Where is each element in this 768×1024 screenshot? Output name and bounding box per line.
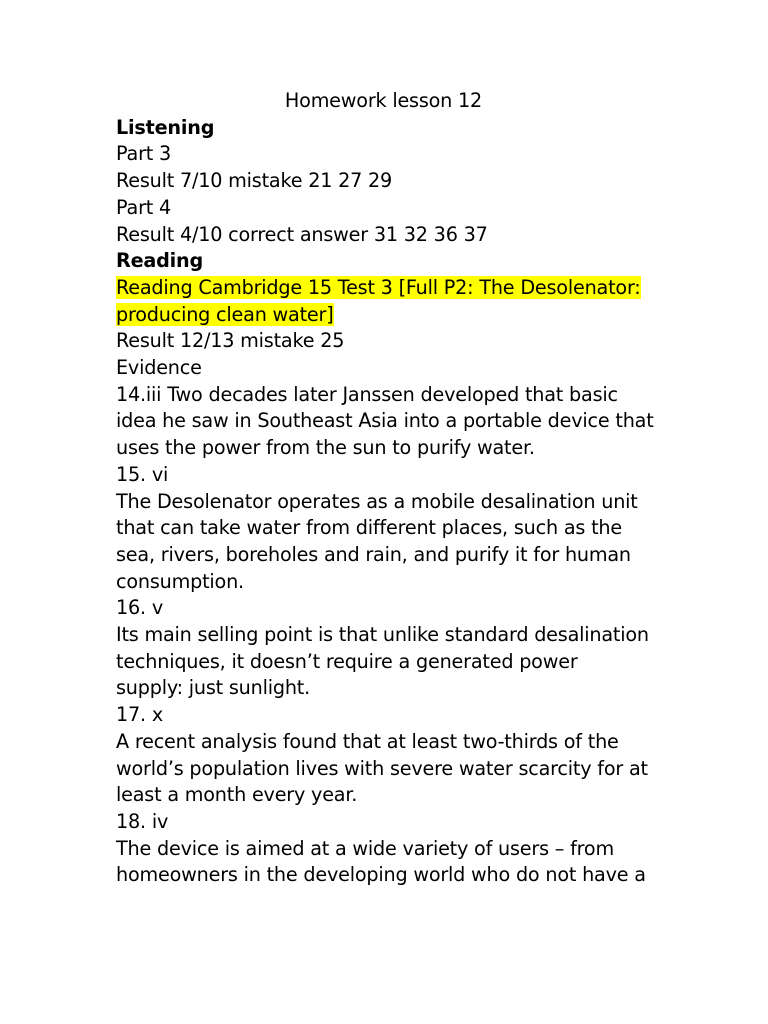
document-title: Homework lesson 12 bbox=[284, 89, 483, 112]
evidence-label: Evidence bbox=[116, 356, 202, 380]
answer-17-line-2: world’s population lives with severe water scarcity for at bbox=[116, 756, 648, 780]
listening-part3-result: Result 7/10 mistake 21 27 29 bbox=[116, 169, 393, 193]
answer-14-line-2: idea he saw in Southeast Asia into a portable device that bbox=[116, 409, 654, 433]
reading-heading: Reading bbox=[116, 249, 204, 273]
listening-part4-label: Part 4 bbox=[116, 195, 171, 219]
answer-15-line-1: The Desolenator operates as a mobile desalination unit bbox=[116, 489, 638, 513]
answer-15-number: 15. vi bbox=[116, 462, 169, 486]
answer-17-number: 17. x bbox=[116, 703, 163, 727]
answer-18-number: 18. iv bbox=[116, 809, 169, 833]
answer-16-line-3: supply: just sunlight. bbox=[116, 676, 311, 700]
answer-18-line-2: homeowners in the developing world who do not have a bbox=[116, 863, 646, 887]
answer-16-number: 16. v bbox=[116, 596, 163, 620]
answer-14-line-3: uses the power from the sun to purify water. bbox=[116, 436, 535, 460]
answer-16-line-2: techniques, it doesn’t require a generated power bbox=[116, 649, 578, 673]
reading-result: Result 12/13 mistake 25 bbox=[116, 329, 345, 353]
document-page bbox=[116, 88, 676, 889]
answer-16-line-1: Its main selling point is that unlike standard desalination bbox=[116, 623, 649, 647]
answer-15-line-3: sea, rivers, boreholes and rain, and purify it for human bbox=[116, 542, 631, 566]
answer-15-line-2: that can take water from different places, such as the bbox=[116, 516, 622, 540]
answer-17-line-1: A recent analysis found that at least two-thirds of the bbox=[116, 729, 619, 753]
listening-heading: Listening bbox=[116, 115, 215, 139]
listening-part3-label: Part 3 bbox=[116, 142, 171, 166]
reading-source-line2 bbox=[116, 302, 676, 329]
answer-18-line-1: The device is aimed at a wide variety of users – from bbox=[116, 836, 614, 860]
reading-source-highlight-2: producing clean water] bbox=[116, 302, 334, 326]
reading-source-line1 bbox=[116, 275, 676, 302]
reading-source-highlight-1: Reading Cambridge 15 Test 3 [Full P2: The Desolenator: bbox=[116, 275, 641, 299]
answer-14-line-1: 14.iii Two decades later Janssen developed that basic bbox=[116, 382, 618, 406]
answer-17-line-3: least a month every year. bbox=[116, 783, 358, 807]
answer-15-line-4: consumption. bbox=[116, 569, 244, 593]
listening-part4-result: Result 4/10 correct answer 31 32 36 37 bbox=[116, 222, 488, 246]
